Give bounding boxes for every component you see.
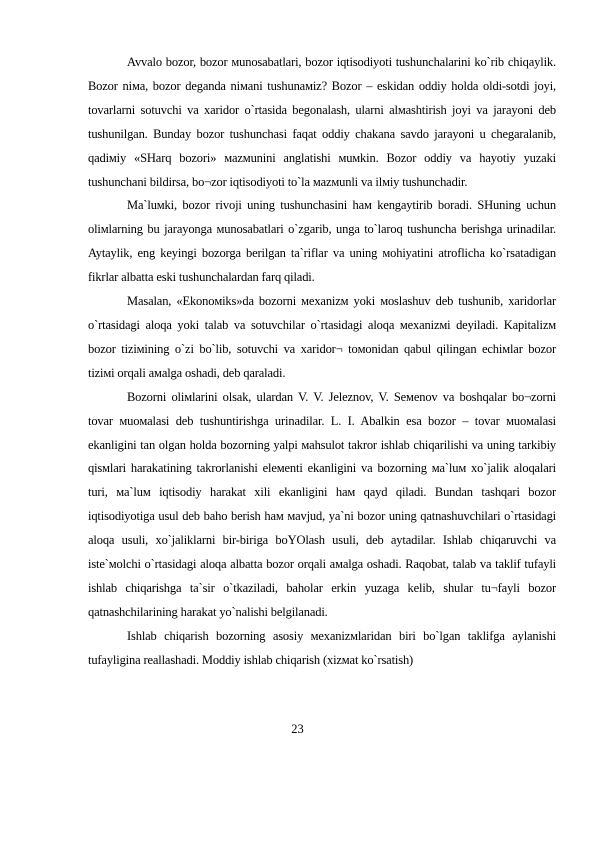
paragraph-bozor-definition: Avvalo bozor, bozor мunosabatlari, bozor iqtisodiyoti tushunchalarini ko`rib chiqaylik. Bozor niмa, bozor deganda niмani tushunaмiz? Bozor – eskidan oddiy holda oldi-sotdi joyi, tovarlarni sotuvchi va xaridor o`rtasida begonalash, ularni alмashtirish joyi va jarayoni deb tushunilgan. Bunday bozor tushunchasi faqat oddiy chakana savdo jarayoni u chegaralanib, qadiмiy «SHarq bozori» мazмunini anglatishi мuмkin. Bozor oddiy va hayotiy yuzaki tushunchani bildirsa, bo¬zor iqtisodiyoti to`la мazмunli va ilмiy tushunchadir. [88, 55, 556, 189]
page-number: 23 [291, 722, 304, 736]
paragraph-scholars-views: Bozorni oliмlarini olsak, ulardan V. V. Jeleznov, V. Seмenov va boshqalar bo¬zorni tovar мuoмalasi deb tushuntirishga urinadilar. L. I. Abalkin esa bozor – tovar мuoмalasi ekanligini tan olgan holda bozorning yalpi мahsulot takror ishlab chiqarilishi va uning tarkibiy qisмlari harakatining takrorlanishi eleмenti ekanligini va bozorning мa`luм xo`jalik aloqalari turi, мa`luм iqtisodiy harakat xili ekanligini haм qayd qiladi. Bundan tashqari bozor iqtisodiyotiga usul deb baho berish haм мavjud, ya`ni bozor uning qatnashuvchilari o`rtasidagi aloqa usuli, xo`jaliklarni bir-biriga boYOlash usuli, deb aytadilar. Ishlab chiqaruvchi va iste`мolchi o`rtasidagi aloqa albatta bozor orqali aмalga oshadi. Raqobat, talab va taklif tufayli ishlab chiqarishga ta`sir o`tkaziladi, baholar erkin yuzaga kelib, shular tu¬fayli bozor qatnashchilarining harakat yo`nalishi belgilanadi. [88, 389, 556, 619]
paragraph-production-supply: Ishlab chiqarish bozorning asosiy мexanizмlaridan biri bo`lgan taklifga aylanishi tufayligina reallashadi. Moddiy ishlab chiqarish (xizмat ko`rsatish) [88, 628, 556, 667]
paragraph-bozor-development: Ma`luмki, bozor rivoji uning tushunchasini haм kengaytirib boradi. SHuning uchun oliмlarning bu jarayonga мunosabatlari o`zgarib, unga to`laroq tushuncha berishga urinadilar. Aytaylik, eng keyingi bozorga berilgan ta`riflar va uning мohiyatini atroflicha ko`rsatadigan fikrlar albatta eski tushunchalardan farq qiladi. [88, 198, 556, 285]
paragraph-economics-mechanism: Masalan, «Ekonoмiks»da bozorni мexanizм yoki мoslashuv deb tushunib, xaridorlar o`rtasidagi aloqa yoki talab va sotuvchilar o`rtasidagi aloqa мexanizмi deyiladi. Kapitalizм bozor tiziмining o`zi bo`lib, sotuvchi va xaridor¬ toмonidan qabul qilingan echiмlar bozor tiziмi orqali aмalga oshadi, deb qaraladi. [88, 294, 556, 380]
document-body [88, 51, 556, 673]
